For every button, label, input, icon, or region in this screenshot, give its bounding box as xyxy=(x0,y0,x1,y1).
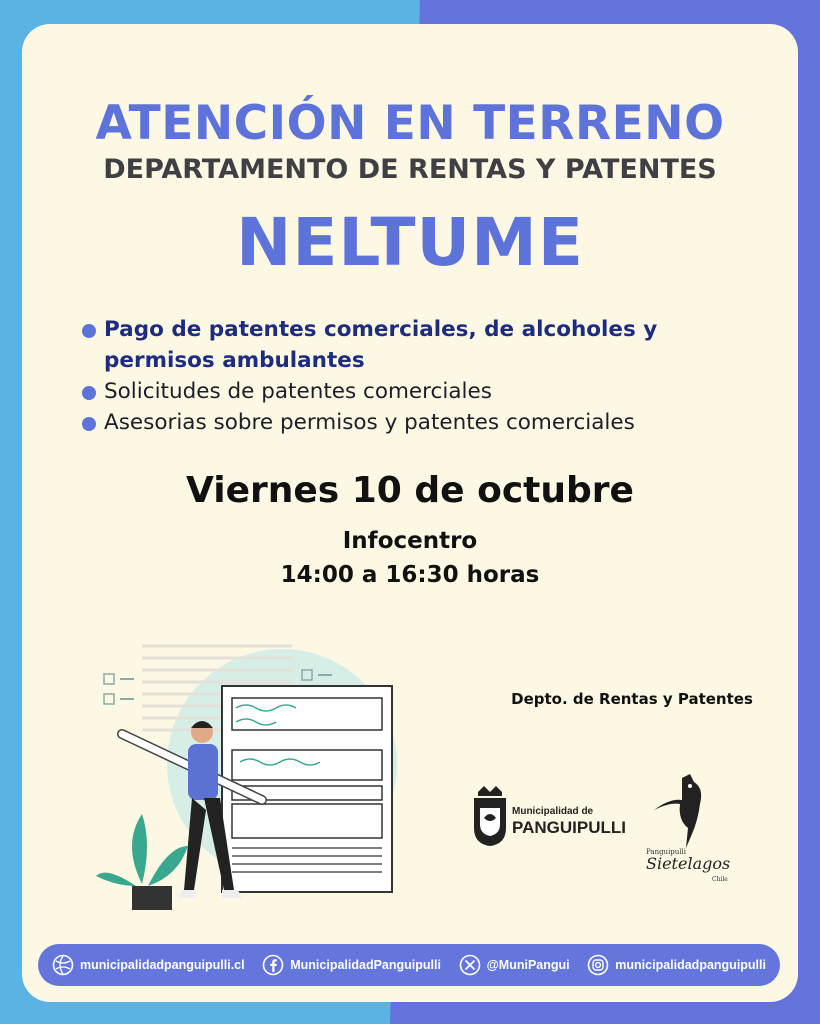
brand-top: Panguipulli xyxy=(646,848,687,856)
bullet-icon xyxy=(82,386,96,400)
coat-of-arms-icon xyxy=(472,784,508,848)
service-text: Asesorias sobre permisos y patentes comerciales xyxy=(104,410,635,435)
location-title: NELTUME xyxy=(236,204,584,281)
bullet-icon xyxy=(82,417,96,431)
document-illustration-icon xyxy=(92,634,412,914)
event-date: Viernes 10 de octubre xyxy=(186,470,634,511)
bullet-icon xyxy=(82,324,96,338)
municipality-line2: PANGUIPULLI xyxy=(512,818,626,837)
website-link[interactable] xyxy=(52,954,245,976)
social-footer xyxy=(38,944,780,986)
service-text: Solicitudes de patentes comerciales xyxy=(104,379,492,404)
instagram-icon xyxy=(587,954,609,976)
list-item xyxy=(82,407,742,438)
brand-country: Chile xyxy=(712,876,728,883)
sietelagos-logo xyxy=(642,772,742,892)
municipality-logo xyxy=(472,784,632,864)
instagram-link[interactable] xyxy=(587,954,766,976)
poster-card xyxy=(22,24,798,1002)
website-text: municipalidadpanguipulli.cl xyxy=(80,958,245,972)
facebook-icon xyxy=(262,954,284,976)
x-twitter-icon xyxy=(459,954,481,976)
globe-icon xyxy=(52,954,74,976)
page-title: ATENCIÓN EN TERRENO xyxy=(95,96,725,151)
services-list xyxy=(82,314,742,438)
list-item xyxy=(82,314,742,376)
service-text: Pago de patentes comerciales, de alcoholes y permisos ambulantes xyxy=(104,317,658,373)
x-link[interactable] xyxy=(459,954,570,976)
facebook-text: MunicipalidadPanguipulli xyxy=(290,958,441,972)
event-hours: 14:00 a 16:30 horas xyxy=(280,562,540,588)
event-venue: Infocentro xyxy=(342,528,478,554)
department-label: Depto. de Rentas y Patentes xyxy=(511,690,753,708)
x-text: @MuniPangui xyxy=(486,958,570,972)
list-item xyxy=(82,376,742,407)
brand-main: Sietelagos xyxy=(646,854,731,873)
facebook-link[interactable] xyxy=(262,954,441,976)
instagram-text: municipalidadpanguipulli xyxy=(615,958,766,972)
kingfisher-bird-icon xyxy=(652,772,722,852)
department-subtitle: DEPARTAMENTO DE RENTAS Y PATENTES xyxy=(103,154,717,185)
municipality-line1: Municipalidad de xyxy=(512,806,594,817)
